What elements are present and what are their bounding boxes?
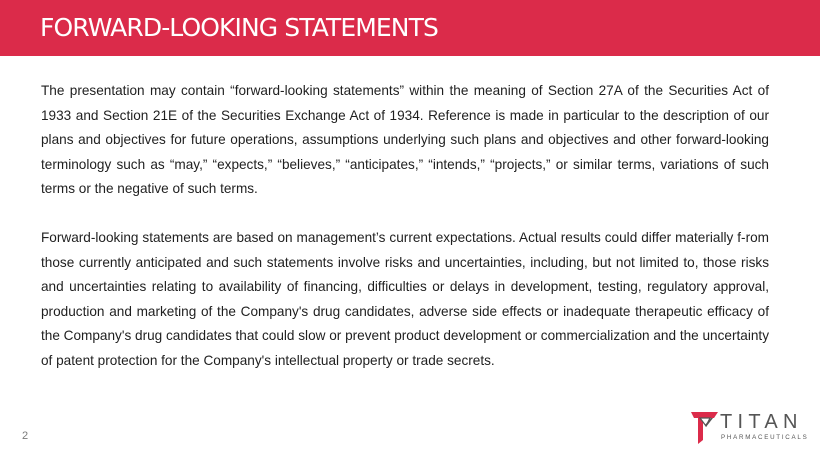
titan-logo-icon [690, 410, 720, 444]
page-number: 2 [22, 430, 29, 442]
logo-wordmark: TITAN [720, 411, 803, 433]
title-bar [0, 0, 820, 56]
titan-logo [690, 410, 808, 446]
paragraph-risks: Forward-looking statements are based on management’s current expectations. Actual results could differ materially f-rom those currently anticipated and such statements involve risks and uncertainties, including, but not limited to, those risks and uncertainties relating to availability of financing, difficulties or delays in development, testing, regulatory approval, production and marketing of the Company's drug candidates, adverse side effects or inadequate therapeutic efficacy of the Company's drug candidates that could slow or prevent product development or commercialization and the uncertainty of patent protection for the Company's intellectual property or trade secrets. [41, 230, 769, 368]
logo-tagline: PHARMACEUTICALS [721, 434, 809, 441]
paragraph-forward-looking-intro: The presentation may contain “forward-looking statements” within the meaning of Section 27A of the Securities Act of 1933 and Section 21E of the Securities Exchange Act of 1934. Reference is made in particular to the description of our plans and objectives for future operations, assumptions underlying such plans and objectives and other forward-looking terminology such as “may,” “expects,” “believes,” “anticipates,” “intends,” “projects,” or similar terms, variations of such terms or the negative of such terms. [41, 83, 769, 196]
body-text [41, 79, 769, 373]
slide-title: FORWARD-LOOKING STATEMENTS [40, 13, 438, 42]
